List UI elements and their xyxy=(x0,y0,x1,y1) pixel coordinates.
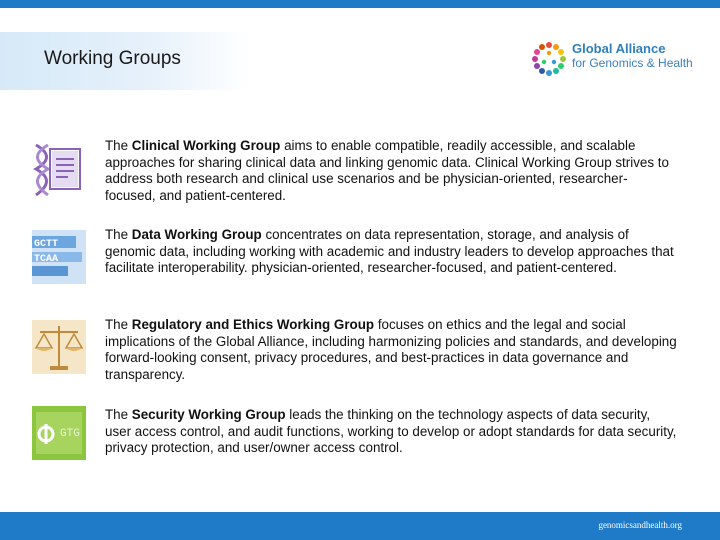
scales-dna-icon xyxy=(32,320,86,374)
footer-url[interactable]: genomicsandhealth.org xyxy=(598,520,682,530)
page-title: Working Groups xyxy=(44,48,181,69)
global-alliance-logo xyxy=(530,38,700,82)
svg-text:GCTT: GCTT xyxy=(34,239,59,250)
working-group-name: Security Working Group xyxy=(131,407,286,422)
working-group-description: The Data Working Group concentrates on data representation, storage, and analysis of genomic data, including working with academic and industry leaders to develop approaches that facilitate interoperability. physician-oriented, researcher-focused, and patient-centered. xyxy=(105,227,674,275)
working-group-name: Data Working Group xyxy=(131,227,262,242)
working-group-name: Clinical Working Group xyxy=(131,138,281,153)
top-accent-bar xyxy=(0,0,720,8)
working-group-name: Regulatory and Ethics Working Group xyxy=(131,317,375,332)
lock-data-icon xyxy=(32,406,86,460)
working-group-description: The Regulatory and Ethics Working Group focuses on ethics and the legal and social implications of the Global Alliance, including harmonizing policies and standards, and developing forward-looking consent, privacy procedures, and best-practices in data governance and transparency. xyxy=(105,317,677,382)
logo-mark-icon xyxy=(530,40,568,78)
svg-text:GTG: GTG xyxy=(60,428,80,440)
footer-bar xyxy=(0,512,720,540)
dna-document-icon xyxy=(32,143,86,197)
svg-text:TCAA: TCAA xyxy=(34,254,59,265)
working-group-description: The Security Working Group leads the thinking on the technology aspects of data security, user access control, and audit functions, working to develop or adopt standards for data security, privacy protection, and user/owner access control. xyxy=(105,407,677,455)
logo-name: Global Alliance xyxy=(572,41,666,56)
logo-tagline: for Genomics & Health xyxy=(572,56,693,70)
sequence-data-icon xyxy=(32,230,86,284)
working-group-description: The Clinical Working Group aims to enable compatible, readily accessible, and scalable approaches for sharing clinical data and linking genomic data. Clinical Working Group strives to address both research and clinical use scenarios and be physician-oriented, researcher-focused, and patient-centered. xyxy=(105,138,669,203)
